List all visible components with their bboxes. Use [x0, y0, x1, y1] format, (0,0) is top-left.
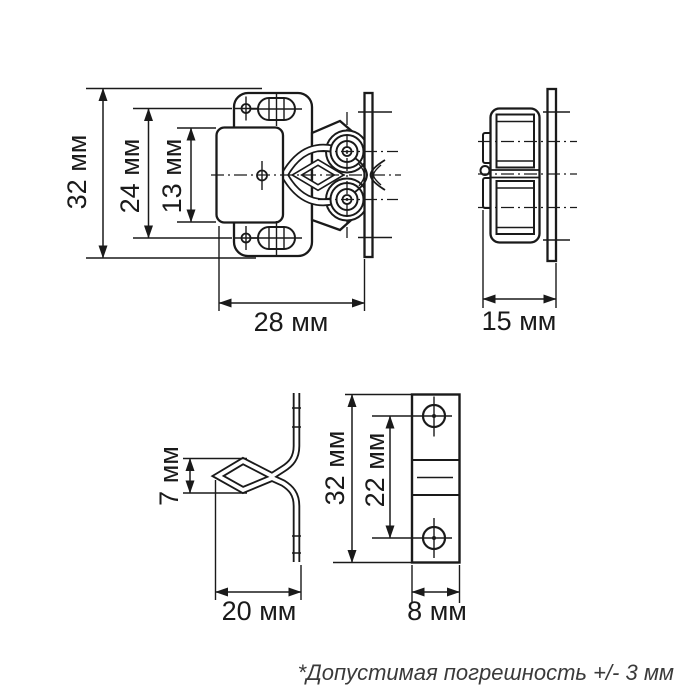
- dim-label-front-24mm: 24 мм: [115, 138, 145, 214]
- dim-plate-width: [407, 565, 467, 626]
- dim-label-clip-7mm: 7 мм: [154, 446, 184, 506]
- latch-side-view: [478, 89, 577, 336]
- strike-plate-view: [320, 395, 467, 627]
- dim-label-plate-8mm: 8 мм: [407, 596, 467, 626]
- latch-body: [217, 128, 284, 223]
- dim-plate-hole-spacing: [360, 416, 390, 538]
- clip-profile-view: [154, 393, 301, 626]
- dim-label-plate-22mm: 22 мм: [360, 432, 390, 508]
- dim-label-plate-32mm: 32 мм: [320, 430, 350, 506]
- dim-label-front-13mm: 13 мм: [157, 138, 187, 214]
- dim-clip-loop-height: [154, 446, 247, 506]
- side-strike-plate: [548, 89, 557, 261]
- tolerance-footnote: *Допустимая погрешность +/- 3 мм: [297, 660, 674, 685]
- latch-front-view: [62, 89, 401, 338]
- dim-label-side-15mm: 15 мм: [481, 306, 557, 336]
- dim-label-front-32mm: 32 мм: [62, 134, 92, 210]
- dim-front-body-height: [157, 128, 216, 222]
- dim-label-front-28mm: 28 мм: [253, 307, 329, 337]
- clip-strip: [218, 393, 301, 562]
- dim-label-clip-20mm: 20 мм: [221, 596, 297, 626]
- dim-clip-width: [216, 480, 302, 626]
